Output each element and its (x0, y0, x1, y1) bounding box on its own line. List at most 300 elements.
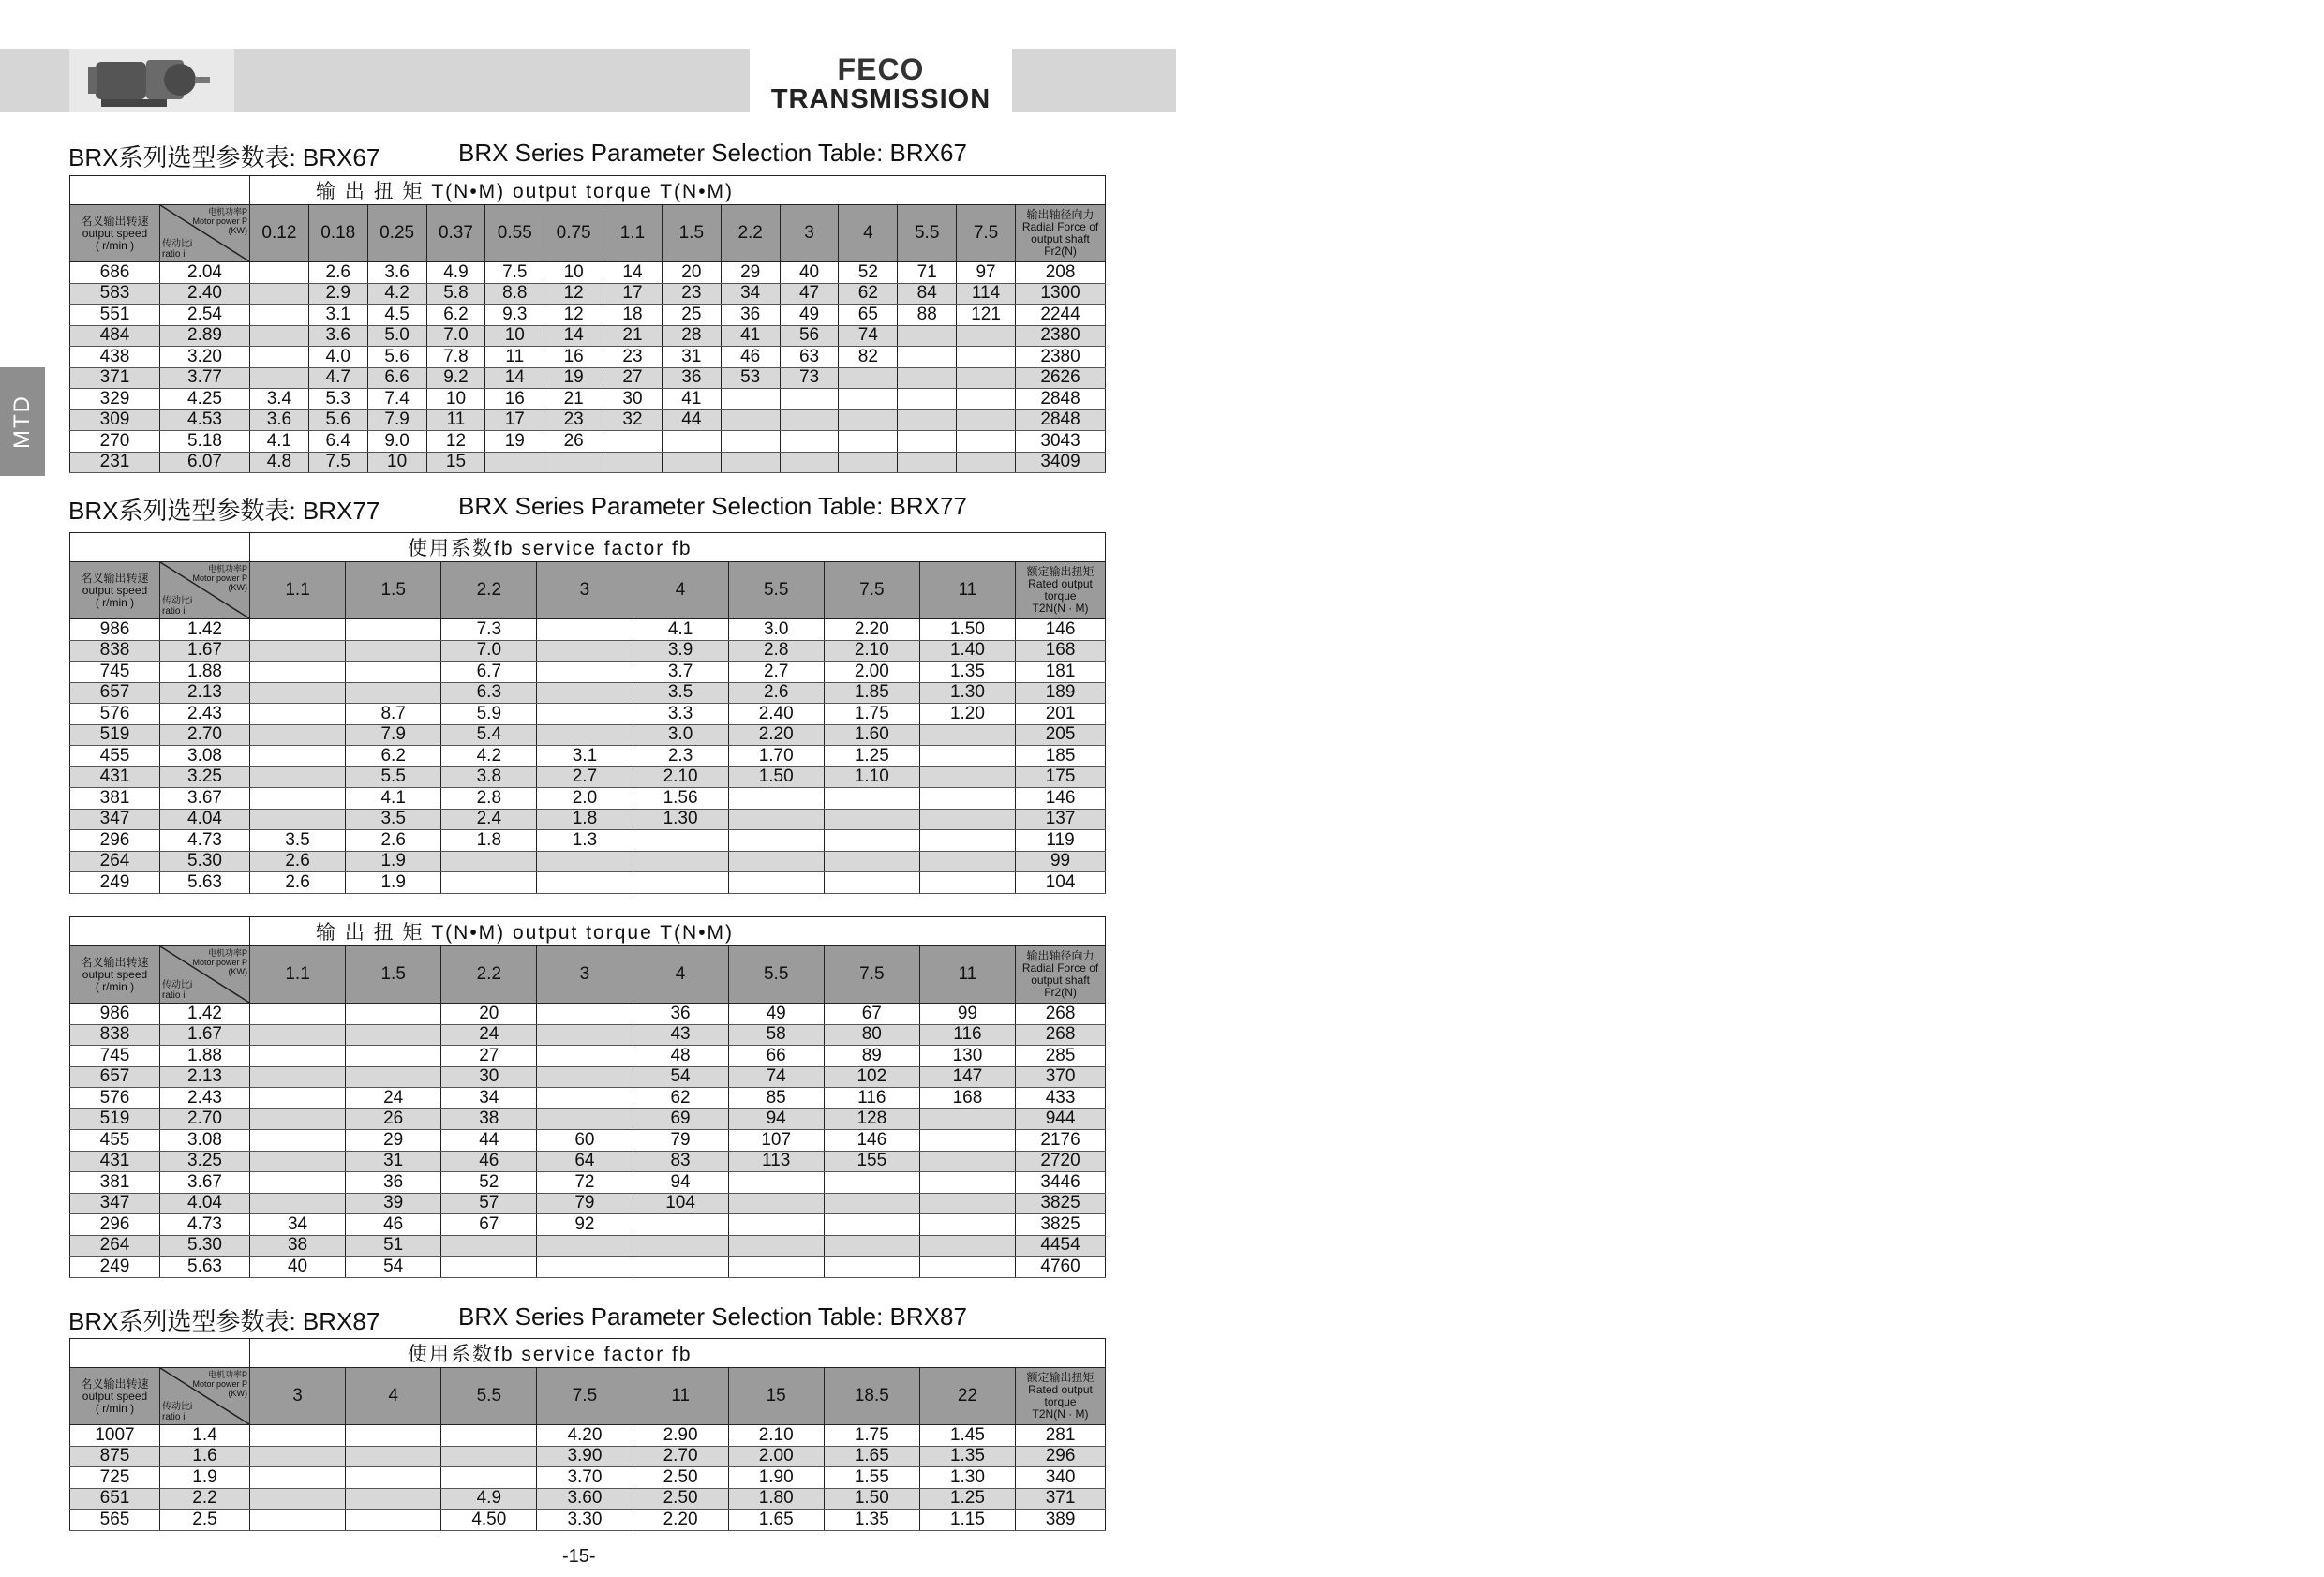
table-cell: 19 (544, 367, 603, 389)
table-cell: 1.56 (633, 788, 728, 810)
table-cell: 147 (919, 1066, 1015, 1088)
table-cell (957, 347, 1016, 368)
table-cell: 1.30 (919, 682, 1015, 704)
table-cell: 3043 (1015, 431, 1105, 453)
table-cell: 4.5 (367, 305, 426, 326)
table-cell: 4.9 (441, 1488, 537, 1510)
table-cell: 82 (839, 347, 898, 368)
section-title-brx77 (68, 492, 967, 527)
table-cell: 4.50 (441, 1510, 537, 1531)
table-cell: 36 (721, 305, 780, 326)
table-cell: 4760 (1016, 1257, 1106, 1278)
table-cell: 583 (70, 283, 160, 305)
table-cell: 4.73 (160, 1214, 250, 1236)
table-cell: 10 (485, 325, 544, 347)
banner-spacer (160, 917, 250, 946)
table-cell (250, 1488, 346, 1510)
table-row (70, 1130, 1106, 1152)
table-cell (346, 1024, 441, 1046)
table-brx67-torque (69, 175, 1106, 473)
table-cell: 3.7 (633, 662, 728, 683)
table-cell: 31 (662, 347, 721, 368)
header-power-5.5: 5.5 (898, 205, 957, 262)
table-cell (537, 1046, 633, 1067)
header-power-5.5: 5.5 (441, 1368, 537, 1425)
table-cell: 7.9 (346, 724, 441, 746)
table-cell: 2.13 (160, 1066, 250, 1088)
table-cell (250, 1193, 346, 1214)
table-cell (728, 851, 824, 872)
table-cell: 838 (70, 1024, 160, 1046)
table-cell (537, 1066, 633, 1088)
table-cell: 168 (919, 1088, 1015, 1109)
header-power-4: 4 (346, 1368, 441, 1425)
header-power-3: 3 (250, 1368, 346, 1425)
table-cell: 6.7 (441, 662, 537, 683)
table-cell: 986 (70, 1004, 160, 1025)
table-cell (441, 1257, 537, 1278)
table-cell: 2.3 (633, 746, 728, 767)
table-cell: 370 (1016, 1066, 1106, 1088)
header-power-2.2: 2.2 (441, 946, 537, 1004)
table-cell: 745 (70, 1046, 160, 1067)
table-cell: 484 (70, 325, 160, 347)
table-cell: 94 (633, 1172, 728, 1194)
table-cell: 67 (441, 1214, 537, 1236)
table-cell: 121 (957, 305, 1016, 326)
header-ratio: 传动比i ratio i (162, 596, 193, 617)
table-cell: 268 (1016, 1024, 1106, 1046)
table-cell: 2848 (1015, 389, 1105, 410)
table-cell: 438 (70, 347, 160, 368)
table-cell: 2.40 (160, 283, 250, 305)
header-power-3: 3 (780, 205, 839, 262)
table-cell (346, 619, 441, 641)
table-cell: 1007 (70, 1425, 160, 1447)
table-cell: 40 (250, 1257, 346, 1278)
table-cell: 3.77 (160, 367, 250, 389)
table-cell (346, 1510, 441, 1531)
header-power-0.12: 0.12 (250, 205, 309, 262)
table-cell (250, 788, 346, 810)
table-cell: 2720 (1016, 1151, 1106, 1172)
table-cell (919, 1108, 1015, 1130)
table-cell: 6.6 (367, 367, 426, 389)
table-cell (728, 809, 824, 830)
table-row (70, 724, 1106, 746)
table-cell (250, 662, 346, 683)
table-cell: 38 (441, 1108, 537, 1130)
table-cell: 201 (1016, 704, 1106, 725)
table-cell: 10 (544, 262, 603, 284)
table-cell: 4454 (1016, 1235, 1106, 1257)
table-cell (537, 1257, 633, 1278)
table-cell: 2.70 (633, 1446, 728, 1467)
section-title-brx67 (68, 139, 967, 173)
table-row (70, 1467, 1106, 1489)
table-cell: 2380 (1015, 347, 1105, 368)
table-cell: 3.0 (728, 619, 824, 641)
table-cell: 431 (70, 1151, 160, 1172)
table-cell: 54 (633, 1066, 728, 1088)
table-cell: 40 (780, 262, 839, 284)
table-cell: 2.6 (346, 830, 441, 852)
table-cell: 20 (662, 262, 721, 284)
table-cell: 381 (70, 788, 160, 810)
table-cell: 7.5 (308, 452, 367, 473)
table-cell: 21 (603, 325, 663, 347)
header-power-1.5: 1.5 (346, 562, 441, 619)
table-row (70, 704, 1106, 725)
table-cell: 5.30 (160, 851, 250, 872)
table-cell: 60 (537, 1130, 633, 1152)
table-cell: 9.0 (367, 431, 426, 453)
table-cell: 3.67 (160, 1172, 250, 1194)
table-cell (919, 746, 1015, 767)
table-cell (824, 809, 919, 830)
table-cell (250, 1425, 346, 1447)
table-row (70, 325, 1106, 347)
header-power-2.2: 2.2 (721, 205, 780, 262)
table-cell: 433 (1016, 1088, 1106, 1109)
table-cell: 41 (662, 389, 721, 410)
table-cell (957, 367, 1016, 389)
header-power-3: 3 (537, 562, 633, 619)
table-cell (537, 1088, 633, 1109)
header-power-0.55: 0.55 (485, 205, 544, 262)
table-cell: 155 (824, 1151, 919, 1172)
table-cell (662, 431, 721, 453)
table-cell: 3409 (1015, 452, 1105, 473)
table-cell (250, 1024, 346, 1046)
table-cell (537, 640, 633, 662)
table-cell: 11 (426, 409, 485, 431)
table-cell (537, 1004, 633, 1025)
table-row (70, 262, 1106, 284)
table-cell: 119 (1016, 830, 1106, 852)
header-power-11: 11 (633, 1368, 728, 1425)
table-row (70, 766, 1106, 788)
table-cell: 2.6 (250, 872, 346, 894)
table-cell: 36 (633, 1004, 728, 1025)
table-cell: 2.70 (160, 724, 250, 746)
section-title-en: BRX Series Parameter Selection Table: BRX67 (458, 139, 967, 167)
table-cell: 168 (1016, 640, 1106, 662)
table-cell (250, 682, 346, 704)
table-cell: 576 (70, 1088, 160, 1109)
table-cell: 62 (633, 1088, 728, 1109)
table-cell: 21 (544, 389, 603, 410)
table-cell (728, 872, 824, 894)
table-cell: 56 (780, 325, 839, 347)
table-cell: 725 (70, 1467, 160, 1489)
header-ratio-power (160, 946, 250, 1004)
table-cell: 30 (441, 1066, 537, 1088)
table-cell (780, 409, 839, 431)
table-cell: 48 (633, 1046, 728, 1067)
table-cell: 23 (544, 409, 603, 431)
table-cell: 36 (662, 367, 721, 389)
table-cell: 4.8 (250, 452, 309, 473)
table-cell: 1.6 (160, 1446, 250, 1467)
table-cell: 651 (70, 1488, 160, 1510)
table-cell: 576 (70, 704, 160, 725)
table-cell: 79 (537, 1193, 633, 1214)
table-row (70, 1214, 1106, 1236)
table-cell (633, 1257, 728, 1278)
banner-spacer (70, 176, 160, 205)
table-cell: 205 (1016, 724, 1106, 746)
header-power-11: 11 (919, 946, 1015, 1004)
header-power-1.5: 1.5 (662, 205, 721, 262)
header-band-right (1012, 49, 1176, 112)
table-cell: 944 (1016, 1108, 1106, 1130)
table-cell (728, 830, 824, 852)
table-cell: 1.35 (919, 1446, 1015, 1467)
table-cell: 5.6 (367, 347, 426, 368)
table-cell (250, 1446, 346, 1467)
table-row (70, 409, 1106, 431)
table-cell: 2.2 (160, 1488, 250, 1510)
table-cell: 1.50 (919, 619, 1015, 641)
table-row (70, 1046, 1106, 1067)
table-cell: 3.25 (160, 1151, 250, 1172)
table-cell (957, 431, 1016, 453)
table-cell: 1.85 (824, 682, 919, 704)
table-cell (780, 452, 839, 473)
table-cell: 2.50 (633, 1467, 728, 1489)
table-cell: 7.3 (441, 619, 537, 641)
table-cell: 41 (721, 325, 780, 347)
table-cell (250, 1172, 346, 1194)
table-cell: 189 (1016, 682, 1106, 704)
table-cell: 3.6 (367, 262, 426, 284)
table-cell: 16 (544, 347, 603, 368)
table-cell (250, 1046, 346, 1067)
table-cell: 838 (70, 640, 160, 662)
side-tab (0, 367, 45, 476)
table-cell: 27 (603, 367, 663, 389)
table-cell: 249 (70, 1257, 160, 1278)
table-row (70, 305, 1106, 326)
table-row (70, 619, 1106, 641)
table-cell: 329 (70, 389, 160, 410)
table-cell: 1.50 (728, 766, 824, 788)
table-cell (780, 431, 839, 453)
table-cell (633, 872, 728, 894)
table-cell: 2244 (1015, 305, 1105, 326)
table-cell (957, 325, 1016, 347)
table-cell (919, 851, 1015, 872)
table-cell (898, 347, 957, 368)
table-cell (603, 452, 663, 473)
table-cell (728, 1257, 824, 1278)
table-cell: 28 (662, 325, 721, 347)
table-cell: 34 (721, 283, 780, 305)
table-cell: 85 (728, 1088, 824, 1109)
table-cell: 2.0 (537, 788, 633, 810)
section-title-cn: BRX系列选型参数表: BRX77 (68, 497, 380, 525)
table-cell: 875 (70, 1446, 160, 1467)
header-output-speed: 名义输出转速 output speed ( r/min ) (70, 562, 160, 619)
table-row (70, 1108, 1106, 1130)
table-cell: 15 (426, 452, 485, 473)
table-cell: 14 (485, 367, 544, 389)
table-cell: 2.20 (633, 1510, 728, 1531)
table-cell: 5.30 (160, 1235, 250, 1257)
table-cell (537, 682, 633, 704)
table-cell (839, 367, 898, 389)
table-cell: 7.4 (367, 389, 426, 410)
table-cell (441, 1425, 537, 1447)
table-row (70, 1235, 1106, 1257)
table-cell: 381 (70, 1172, 160, 1194)
table-row (70, 872, 1106, 894)
table-cell: 4.73 (160, 830, 250, 852)
header-motor-power: 电机功率P Motor power P (KW) (192, 207, 247, 235)
table-cell (537, 724, 633, 746)
table-cell: 74 (839, 325, 898, 347)
banner-spacer (160, 1339, 250, 1368)
table-cell (728, 1214, 824, 1236)
table-cell: 3.3 (633, 704, 728, 725)
table-cell: 6.4 (308, 431, 367, 453)
table-cell: 46 (346, 1214, 441, 1236)
table-cell: 551 (70, 305, 160, 326)
banner-spacer (160, 176, 250, 205)
table-banner: 输 出 扭 矩 T(N•M) output torque T(N•M) (250, 176, 1106, 205)
table-cell (721, 389, 780, 410)
header-power-22: 22 (919, 1368, 1015, 1425)
table-cell (346, 1488, 441, 1510)
section-title-en: BRX Series Parameter Selection Table: BRX77 (458, 492, 967, 520)
table-cell: 31 (346, 1151, 441, 1172)
table-cell: 2.43 (160, 1088, 250, 1109)
table-cell: 2626 (1015, 367, 1105, 389)
table-cell: 16 (485, 389, 544, 410)
table-cell: 2.00 (728, 1446, 824, 1467)
table-cell (824, 1193, 919, 1214)
table-cell: 19 (485, 431, 544, 453)
table-cell: 5.18 (160, 431, 250, 453)
table-row (70, 452, 1106, 473)
table-cell (728, 1172, 824, 1194)
table-cell (250, 1151, 346, 1172)
table-row (70, 283, 1106, 305)
table-cell: 4.04 (160, 809, 250, 830)
table-cell: 1.88 (160, 662, 250, 683)
table-cell: 72 (537, 1172, 633, 1194)
table-cell (824, 830, 919, 852)
table-cell: 51 (346, 1235, 441, 1257)
table-cell (728, 788, 824, 810)
header-output-speed: 名义输出转速 output speed ( r/min ) (70, 1368, 160, 1425)
table-cell (441, 1446, 537, 1467)
table-cell: 34 (250, 1214, 346, 1236)
table-cell: 1.9 (346, 851, 441, 872)
table-cell: 1.4 (160, 1425, 250, 1447)
table-cell: 7.5 (485, 262, 544, 284)
table-cell: 10 (426, 389, 485, 410)
table-cell: 44 (441, 1130, 537, 1152)
table-cell (441, 1235, 537, 1257)
table-cell (250, 724, 346, 746)
table-cell: 1.75 (824, 1425, 919, 1447)
table-cell: 3.30 (537, 1510, 633, 1531)
table-cell (721, 452, 780, 473)
table-cell: 3.6 (308, 325, 367, 347)
table-cell: 1.70 (728, 746, 824, 767)
table-cell: 1.8 (537, 809, 633, 830)
table-cell: 2.40 (728, 704, 824, 725)
header-power-3: 3 (537, 946, 633, 1004)
page-number: -15- (562, 1546, 596, 1567)
table-cell: 34 (441, 1088, 537, 1109)
header-power-4: 4 (839, 205, 898, 262)
table-cell: 74 (728, 1066, 824, 1088)
table-cell (780, 389, 839, 410)
table-row (70, 1088, 1106, 1109)
table-brx77-service-factor (69, 532, 1106, 894)
table-cell: 2.20 (728, 724, 824, 746)
table-row (70, 830, 1106, 852)
table-cell: 686 (70, 262, 160, 284)
table-cell: 69 (633, 1108, 728, 1130)
table-cell (898, 367, 957, 389)
table-cell (824, 1214, 919, 1236)
table-cell (346, 682, 441, 704)
table-row (70, 1193, 1106, 1214)
table-banner: 输 出 扭 矩 T(N•M) output torque T(N•M) (250, 917, 1106, 946)
table-cell: 4.25 (160, 389, 250, 410)
table-cell: 2.50 (633, 1488, 728, 1510)
table-cell: 2848 (1015, 409, 1105, 431)
header-power-7.5: 7.5 (824, 562, 919, 619)
table-cell: 181 (1016, 662, 1106, 683)
table-cell (346, 1004, 441, 1025)
table-cell (250, 1130, 346, 1152)
table-cell: 6.2 (426, 305, 485, 326)
header-last-column: 额定输出扭矩 Rated output torque T2N(N · M) (1016, 1368, 1106, 1425)
table-cell: 389 (1016, 1510, 1106, 1531)
table-cell: 92 (537, 1214, 633, 1236)
brand-name: FECO (837, 52, 925, 86)
table-cell (603, 431, 663, 453)
section-title-cn: BRX系列选型参数表: BRX87 (68, 1307, 380, 1335)
table-cell: 3.5 (250, 830, 346, 852)
table-cell (919, 1257, 1015, 1278)
table-cell (898, 409, 957, 431)
table-cell: 47 (780, 283, 839, 305)
table-cell: 3.0 (633, 724, 728, 746)
table-cell: 43 (633, 1024, 728, 1046)
header-output-speed: 名义输出转速 output speed ( r/min ) (70, 946, 160, 1004)
table-cell: 4.20 (537, 1425, 633, 1447)
header-power-0.25: 0.25 (367, 205, 426, 262)
table-cell: 3.5 (346, 809, 441, 830)
table-cell (537, 1024, 633, 1046)
header-power-4: 4 (633, 562, 728, 619)
table-cell (957, 452, 1016, 473)
table-cell: 18 (603, 305, 663, 326)
table-cell (839, 431, 898, 453)
table-cell: 1.42 (160, 1004, 250, 1025)
table-cell (824, 1257, 919, 1278)
table-cell: 1.9 (346, 872, 441, 894)
table-row (70, 682, 1106, 704)
header-power-1.5: 1.5 (346, 946, 441, 1004)
table-cell: 3.1 (537, 746, 633, 767)
